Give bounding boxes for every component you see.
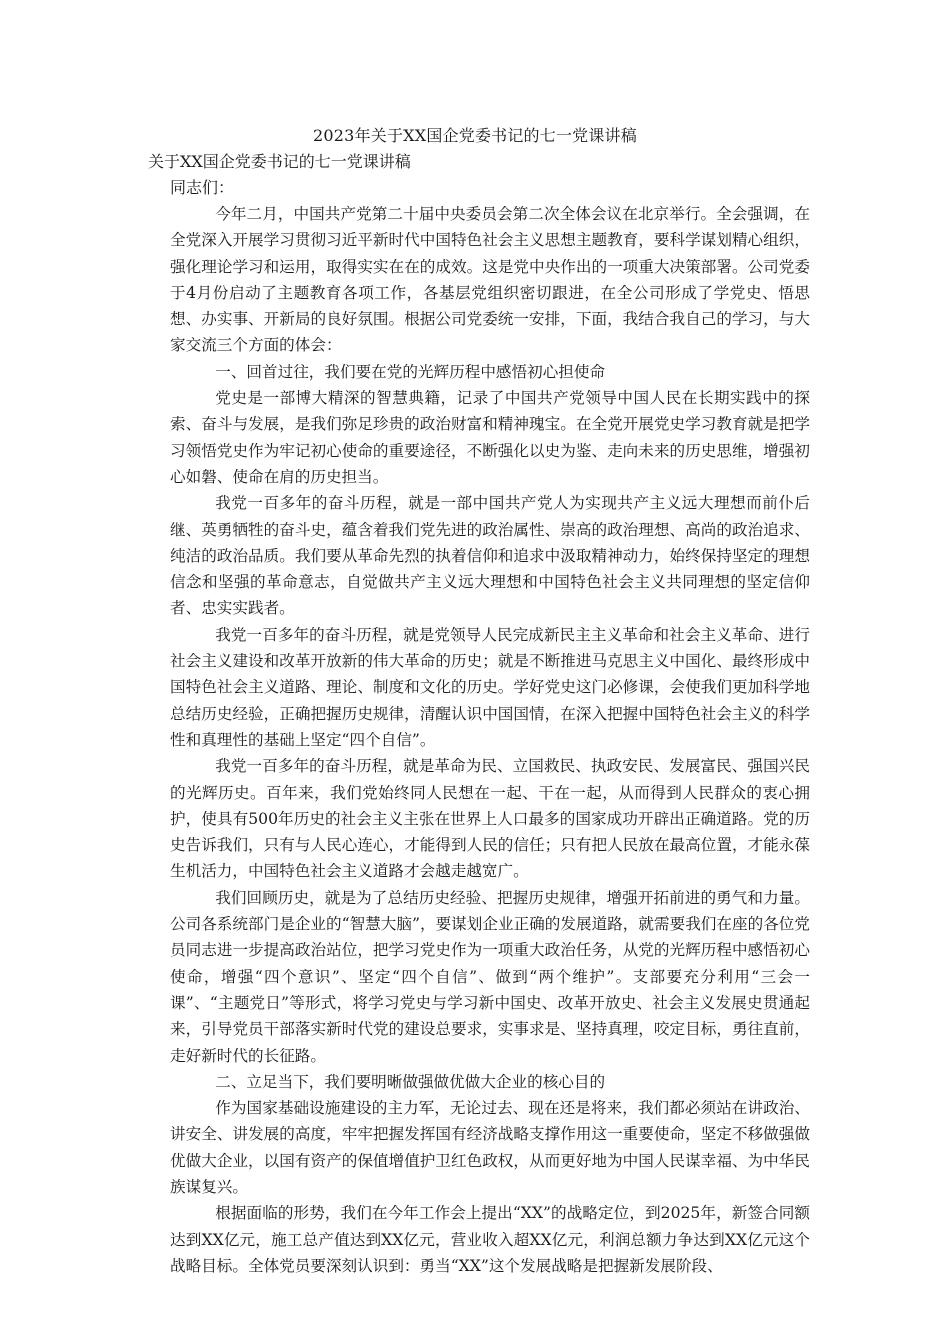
paragraph: 作为国家基础设施建设的主力军，无论过去、现在还是将来，我们都必须站在讲政治、讲安全、讲发展的高度，牢牢把握发挥国有经济战略支撑作用这一重要使命，坚定不移做强做优做大企业，以国有资产的保值增值护卫红色政权，从而更好地为中国人民谋幸福、为中华民族谋复兴。	[170, 1099, 810, 1196]
salutation: 同志们：	[170, 178, 235, 197]
paragraph: 我们回顾历史，就是为了总结历史经验、把握历史规律，增强开拓前进的勇气和力量。公司各系统部门是企业的“智慧大脑”，要谋划企业正确的发展道路，就需要我们在座的各位党员同志进一步提高政治站位，把学习党史作为一项重大政治任务，从党的光辉历程中感悟初心使命，增强“四个意识”、坚定“四个自信”、做到“两个维护”。支部要充分利用“三会一课”、“主题党日”等形式，将学习党史与学习新中国史、改革开放史、社会主义发展史贯通起来，引导党员干部落实新时代党的建设总要求，实事求是、坚持真理，咬定目标，勇往直前，走好新时代的长征路。	[170, 888, 810, 1065]
section-heading-1: 一、回首过往，我们要在党的光辉历程中感悟初心担使命	[215, 362, 606, 381]
paragraph: 党史是一部博大精深的智慧典籍，记录了中国共产党领导中国人民在长期实践中的探索、奋斗与发展，是我们弥足珍贵的政治财富和精神瑰宝。在全党开展党史学习教育就是把学习领悟党史作为牢记初心使命的重要途径，不断强化以史为鉴、走向未来的历史思维，增强初心如磐、使命在肩的历史担当。	[170, 389, 810, 486]
document-body	[170, 201, 810, 1279]
section-heading-2: 二、立足当下，我们要明晰做强做优做大企业的核心目的	[215, 1072, 606, 1091]
paragraph: 我党一百多年的奋斗历程，就是一部中国共产党人为实现共产主义远大理想而前仆后继、英勇牺牲的奋斗史，蕴含着我们党先进的政治属性、崇高的政治理想、高尚的政治追求、纯洁的政治品质。我们要从革命先烈的执着信仰和追求中汲取精神动力，始终保持坚定的理想信念和坚强的革命意志，自觉做共产主义远大理想和中国特色社会主义共同理想的坚定信仰者、忠实实践者。	[170, 494, 810, 618]
paragraph: 我党一百多年的奋斗历程，就是党领导人民完成新民主主义革命和社会主义革命、进行社会主义建设和改革开放新的伟大革命的历史；就是不断推进马克思主义中国化、最终形成中国特色社会主义道路、理论、制度和文化的历史。学好党史这门必修课，会使我们更加科学地总结历史经验，正确把握历史规律，清醒认识中国国情，在深入把握中国特色社会主义的科学性和真理性的基础上坚定“四个自信”。	[170, 625, 810, 749]
document-subtitle: 关于XX国企党委书记的七一党课讲稿	[148, 152, 411, 171]
paragraph: 我党一百多年的奋斗历程，就是革命为民、立国救民、执政安民、发展富民、强国兴民的光辉历史。百年来，我们党始终同人民想在一起、干在一起，从而得到人民群众的衷心拥护，使具有500年历史的社会主义主张在世界上人口最多的国家成功开辟出正确道路。党的历史告诉我们，只有与人民心连心，才能得到人民的信任；只有把人民放在最高位置，才能永葆生机活力，中国特色社会主义道路才会越走越宽广。	[170, 757, 810, 881]
paragraph-intro: 今年二月，中国共产党第二十届中央委员会第二次全体会议在北京举行。全会强调，在全党深入开展学习贯彻习近平新时代中国特色社会主义思想主题教育，要科学谋划精心组织，强化理论学习和运用，取得实实在在的成效。这是党中央作出的一项重大决策部署。公司党委于4月份启动了主题教育各项工作，各基层党组织密切跟进，在全公司形成了学党史、悟思想、办实事、开新局的良好氛围。根据公司党委统一安排，下面，我结合我自己的学习，与大家交流三个方面的体会：	[170, 205, 810, 355]
document-title: 2023年关于XX国企党委书记的七一党课讲稿	[313, 126, 637, 145]
paragraph: 根据面临的形势，我们在今年工作会上提出“XX”的战略定位，到2025年，新签合同额达到XX亿元，施工总产值达到XX亿元，营业收入超XX亿元，利润总额力争达到XX亿元这个战略目标。全体党员要深刻认识到：勇当“XX”这个发展战略是把握新发展阶段、	[170, 1204, 810, 1275]
